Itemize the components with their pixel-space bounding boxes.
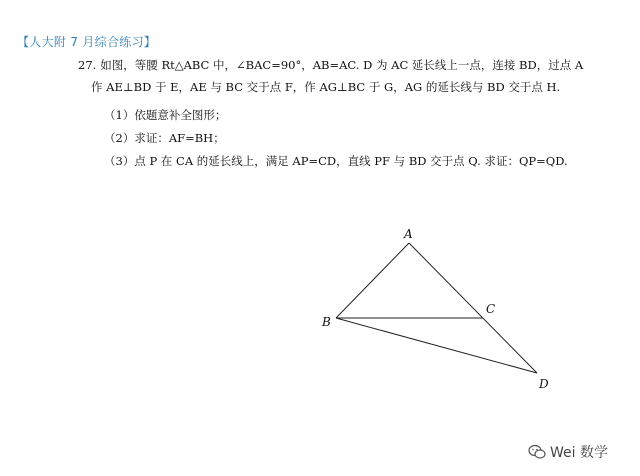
segment-ab <box>336 243 409 318</box>
label-b: B <box>322 315 331 329</box>
problem-number: 27. <box>78 58 97 72</box>
label-a: A <box>404 227 413 241</box>
wechat-icon <box>528 444 546 460</box>
problem-part-3: （3）点 P 在 CA 的延长线上，满足 AP=CD，直线 PF 与 BD 交于点 Q. 求证：QP=QD. <box>104 154 568 168</box>
stem-text-1: 如图，等腰 Rt△ABC 中，∠BAC=90°，AB=AC. D 为 AC 延长线上一点，连接 BD，过点 A <box>100 58 584 72</box>
source-tag: 【人大附 7 月综合练习】 <box>17 35 157 49</box>
watermark <box>528 442 608 462</box>
segment-ad <box>409 243 537 373</box>
problem-part-1: （1）依题意补全图形； <box>104 108 227 122</box>
problem-part-2: （2）求证：AF=BH； <box>104 131 225 145</box>
watermark-text: Wei 数学 <box>550 445 608 461</box>
label-c: C <box>486 302 496 316</box>
label-d: D <box>539 377 549 391</box>
segment-bd <box>336 318 537 373</box>
problem-stem-line-2: 作 AE⊥BD 于 E，AE 与 BC 交于点 F，作 AG⊥BC 于 G，AG 的延长线与 BD 交于点 H. <box>91 80 561 94</box>
